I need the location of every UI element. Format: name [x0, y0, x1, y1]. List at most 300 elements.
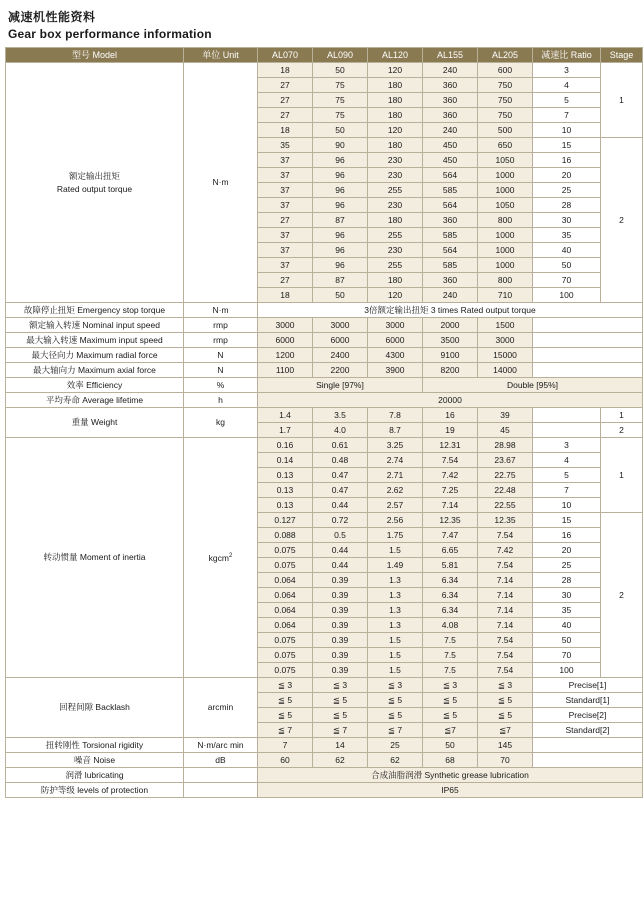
- cell: 27: [258, 108, 313, 123]
- cell: 0.5: [313, 528, 368, 543]
- cell-ratio: 3: [533, 438, 601, 453]
- cell: 7.14: [478, 588, 533, 603]
- cell: 28.98: [478, 438, 533, 453]
- cell: 2.57: [368, 498, 423, 513]
- row-unit-levels-of-protection: [184, 783, 258, 798]
- row-unit-weight: kg: [184, 408, 258, 438]
- cell: 0.13: [258, 483, 313, 498]
- col-al090: AL090: [313, 48, 368, 63]
- cell-backlash-note: Standard[1]: [533, 693, 643, 708]
- cell: 585: [423, 183, 478, 198]
- cell: 87: [313, 273, 368, 288]
- cell: ≦ 5: [478, 708, 533, 723]
- cell-ratio: 20: [533, 543, 601, 558]
- table-row: [6, 348, 643, 363]
- cell: 2200: [313, 363, 368, 378]
- cell: 14: [313, 738, 368, 753]
- row-label-lubricating: 润滑 lubricating: [6, 768, 184, 783]
- cell: 6.34: [423, 588, 478, 603]
- cell-ratio: 100: [533, 663, 601, 678]
- cell-ratio: [533, 408, 601, 423]
- cell: 0.13: [258, 498, 313, 513]
- cell: 564: [423, 168, 478, 183]
- cell: 2400: [313, 348, 368, 363]
- cell: 180: [368, 78, 423, 93]
- cell-ratio: 40: [533, 618, 601, 633]
- cell: 22.55: [478, 498, 533, 513]
- table-row: [6, 378, 643, 393]
- cell-ratio: 10: [533, 498, 601, 513]
- cell: 600: [478, 63, 533, 78]
- cell: 360: [423, 213, 478, 228]
- cell: ≦ 3: [368, 678, 423, 693]
- cell: 0.39: [313, 618, 368, 633]
- cell-ratio: 16: [533, 528, 601, 543]
- cell: 750: [478, 108, 533, 123]
- cell: 60: [258, 753, 313, 768]
- cell: 1100: [258, 363, 313, 378]
- cell: 2.74: [368, 453, 423, 468]
- cell: 9100: [423, 348, 478, 363]
- cell: ≦ 3: [258, 678, 313, 693]
- cell-ratio: 50: [533, 633, 601, 648]
- cell: 96: [313, 153, 368, 168]
- performance-table: [5, 47, 643, 798]
- cell-empty: [533, 348, 643, 363]
- cell: 90: [313, 138, 368, 153]
- cell-ratio: 15: [533, 138, 601, 153]
- cell: 1.4: [258, 408, 313, 423]
- cell: 1000: [478, 258, 533, 273]
- cell: 1.3: [368, 618, 423, 633]
- unit-exponent: 2: [228, 553, 233, 560]
- cell: 3000: [258, 318, 313, 333]
- cell-stage: 2: [601, 513, 643, 678]
- table-row: [6, 408, 643, 423]
- cell: 1.5: [368, 543, 423, 558]
- cell: 1000: [478, 183, 533, 198]
- table-row: [6, 333, 643, 348]
- cell: 37: [258, 168, 313, 183]
- cell: 0.14: [258, 453, 313, 468]
- row-label-maximum-input-speed: 最大输入转速 Maximum input speed: [6, 333, 184, 348]
- cell: 564: [423, 243, 478, 258]
- row-label-levels-of-protection: 防护等级 levels of protection: [6, 783, 184, 798]
- cell-ratio: 40: [533, 243, 601, 258]
- cell: 0.064: [258, 603, 313, 618]
- cell: 7.54: [478, 648, 533, 663]
- cell-stage: 1: [601, 408, 643, 423]
- cell: 0.44: [313, 498, 368, 513]
- cell: ≦ 5: [423, 708, 478, 723]
- cell: 0.44: [313, 558, 368, 573]
- row-label-torsional-rigidity: 扭转刚性 Torsional rigidity: [6, 738, 184, 753]
- row-unit-average-lifetime: h: [184, 393, 258, 408]
- cell: 2.62: [368, 483, 423, 498]
- cell-stage: 2: [601, 138, 643, 303]
- cell: 6.34: [423, 573, 478, 588]
- cell: 87: [313, 213, 368, 228]
- cell: 0.72: [313, 513, 368, 528]
- cell: 70: [478, 753, 533, 768]
- cell: 27: [258, 78, 313, 93]
- cell: 75: [313, 108, 368, 123]
- cell: 0.39: [313, 633, 368, 648]
- cell: 7.42: [423, 468, 478, 483]
- col-ratio: 减速比 Ratio: [533, 48, 601, 63]
- cell: 240: [423, 123, 478, 138]
- cell: 37: [258, 228, 313, 243]
- cell: 7.54: [478, 528, 533, 543]
- label-cn: 额定输出扭矩: [68, 170, 120, 181]
- cell: 96: [313, 243, 368, 258]
- cell-ratio: 30: [533, 213, 601, 228]
- col-al070: AL070: [258, 48, 313, 63]
- col-al120: AL120: [368, 48, 423, 63]
- cell: 7.14: [478, 573, 533, 588]
- cell: 12.35: [478, 513, 533, 528]
- cell: 7.54: [478, 558, 533, 573]
- row-label-nominal-input-speed: 额定输入转速 Nominal input speed: [6, 318, 184, 333]
- cell: 0.127: [258, 513, 313, 528]
- cell: 800: [478, 273, 533, 288]
- cell: 96: [313, 183, 368, 198]
- row-unit-nominal-input-speed: rmp: [184, 318, 258, 333]
- cell: 68: [423, 753, 478, 768]
- cell-efficiency-double: Double [95%]: [423, 378, 643, 393]
- cell: 37: [258, 153, 313, 168]
- cell: ≦ 3: [478, 678, 533, 693]
- cell: 6000: [368, 333, 423, 348]
- cell: 0.39: [313, 663, 368, 678]
- cell: 230: [368, 243, 423, 258]
- row-label-weight: 重量 Weight: [6, 408, 184, 438]
- cell: 240: [423, 63, 478, 78]
- cell: 18: [258, 123, 313, 138]
- cell: 1000: [478, 168, 533, 183]
- cell: ≦ 7: [368, 723, 423, 738]
- row-label-moment-of-inertia: [6, 438, 184, 678]
- col-unit: 单位 Unit: [184, 48, 258, 63]
- cell: 27: [258, 273, 313, 288]
- cell: 45: [478, 423, 533, 438]
- header-row: [6, 48, 643, 63]
- cell: 0.064: [258, 618, 313, 633]
- cell-empty: [533, 333, 643, 348]
- cell: 500: [478, 123, 533, 138]
- table-row: [6, 63, 643, 78]
- cell: 22.48: [478, 483, 533, 498]
- cell-merged: 20000: [258, 393, 643, 408]
- cell: 1.75: [368, 528, 423, 543]
- cell: 7.14: [478, 618, 533, 633]
- cell: 7.25: [423, 483, 478, 498]
- page-title-cn: 减速机性能资料: [8, 10, 96, 24]
- row-label-backlash: 回程间隙 Backlash: [6, 678, 184, 738]
- cell: 5.81: [423, 558, 478, 573]
- cell: ≦7: [423, 723, 478, 738]
- cell-ratio: 25: [533, 183, 601, 198]
- row-label-emergency-stop-torque: 故障停止扭矩 Emergency stop torque: [6, 303, 184, 318]
- cell: 360: [423, 108, 478, 123]
- cell: 1.3: [368, 588, 423, 603]
- cell: 180: [368, 138, 423, 153]
- cell: ≦ 5: [313, 708, 368, 723]
- cell: 7.5: [423, 648, 478, 663]
- cell: 180: [368, 273, 423, 288]
- cell: 3000: [313, 318, 368, 333]
- cell-ratio: 7: [533, 483, 601, 498]
- cell: 39: [478, 408, 533, 423]
- cell: 1.3: [368, 573, 423, 588]
- cell: 0.48: [313, 453, 368, 468]
- cell: 12.31: [423, 438, 478, 453]
- cell: 7.54: [478, 633, 533, 648]
- cell: 12.35: [423, 513, 478, 528]
- row-unit-moment-of-inertia: [184, 438, 258, 678]
- cell: 3900: [368, 363, 423, 378]
- cell: 180: [368, 93, 423, 108]
- row-unit-maximum-radial-force: N: [184, 348, 258, 363]
- cell: 18: [258, 63, 313, 78]
- cell: ≦ 7: [258, 723, 313, 738]
- cell: 0.39: [313, 588, 368, 603]
- table-row: [6, 753, 643, 768]
- cell: 96: [313, 258, 368, 273]
- table-row: [6, 363, 643, 378]
- cell: 6.65: [423, 543, 478, 558]
- row-unit-rated-output-torque: N·m: [184, 63, 258, 303]
- row-unit-torsional-rigidity: N·m/arc min: [184, 738, 258, 753]
- cell: 1000: [478, 228, 533, 243]
- row-label-efficiency: 效率 Efficiency: [6, 378, 184, 393]
- row-unit-emergency-stop-torque: N·m: [184, 303, 258, 318]
- cell: 585: [423, 228, 478, 243]
- cell: 710: [478, 288, 533, 303]
- cell-ratio: 70: [533, 273, 601, 288]
- cell: 1.5: [368, 648, 423, 663]
- cell: 230: [368, 198, 423, 213]
- cell-ratio: 7: [533, 108, 601, 123]
- cell: 37: [258, 243, 313, 258]
- cell: 7.42: [478, 543, 533, 558]
- row-unit-efficiency: %: [184, 378, 258, 393]
- cell-merged: 3倍额定输出扭矩 3 times Rated output torque: [258, 303, 643, 318]
- cell: 7.54: [423, 453, 478, 468]
- cell: 450: [423, 138, 478, 153]
- cell: 15000: [478, 348, 533, 363]
- cell: 0.16: [258, 438, 313, 453]
- cell: 800: [478, 213, 533, 228]
- cell: 230: [368, 168, 423, 183]
- row-unit-lubricating: [184, 768, 258, 783]
- cell: 50: [313, 288, 368, 303]
- cell: 145: [478, 738, 533, 753]
- cell-ratio: 4: [533, 78, 601, 93]
- cell: ≦ 3: [423, 678, 478, 693]
- table-row: [6, 303, 643, 318]
- cell: 22.75: [478, 468, 533, 483]
- cell: 19: [423, 423, 478, 438]
- cell-ratio: 25: [533, 558, 601, 573]
- cell: 7.47: [423, 528, 478, 543]
- cell: 0.064: [258, 573, 313, 588]
- cell: 6000: [313, 333, 368, 348]
- cell-ratio: 28: [533, 573, 601, 588]
- cell: 75: [313, 78, 368, 93]
- cell: 180: [368, 108, 423, 123]
- cell: 96: [313, 198, 368, 213]
- cell-merged: 合成油脂润滑 Synthetic grease lubrication: [258, 768, 643, 783]
- cell: 0.47: [313, 468, 368, 483]
- cell: 3.25: [368, 438, 423, 453]
- row-label-rated-output-torque: [6, 63, 184, 303]
- cell: ≦ 5: [258, 708, 313, 723]
- cell: 0.075: [258, 633, 313, 648]
- cell: 3.5: [313, 408, 368, 423]
- cell: 360: [423, 273, 478, 288]
- cell-empty: [533, 753, 643, 768]
- cell: ≦ 3: [313, 678, 368, 693]
- cell: ≦ 5: [368, 708, 423, 723]
- cell: 2.71: [368, 468, 423, 483]
- cell: 96: [313, 228, 368, 243]
- cell-ratio: 30: [533, 588, 601, 603]
- cell: 0.075: [258, 663, 313, 678]
- table-header: [6, 48, 643, 63]
- cell-ratio: [533, 423, 601, 438]
- cell: 1.49: [368, 558, 423, 573]
- cell-ratio: 5: [533, 93, 601, 108]
- table-row: [6, 438, 643, 453]
- cell: 0.088: [258, 528, 313, 543]
- row-label-average-lifetime: 平均寿命 Average lifetime: [6, 393, 184, 408]
- cell: 1.5: [368, 633, 423, 648]
- cell-empty: [533, 318, 643, 333]
- cell: 750: [478, 78, 533, 93]
- cell: 450: [423, 153, 478, 168]
- row-unit-maximum-input-speed: rmp: [184, 333, 258, 348]
- row-unit-noise: dB: [184, 753, 258, 768]
- table-body: [6, 63, 643, 798]
- cell: 1.3: [368, 603, 423, 618]
- cell-ratio: 28: [533, 198, 601, 213]
- cell: 0.075: [258, 648, 313, 663]
- cell: 16: [423, 408, 478, 423]
- cell: ≦7: [478, 723, 533, 738]
- cell: 62: [368, 753, 423, 768]
- cell-ratio: 100: [533, 288, 601, 303]
- row-unit-backlash: arcmin: [184, 678, 258, 738]
- cell: 3500: [423, 333, 478, 348]
- cell: 3000: [368, 318, 423, 333]
- cell: 255: [368, 258, 423, 273]
- cell: 6000: [258, 333, 313, 348]
- cell: 0.075: [258, 558, 313, 573]
- col-stage: Stage: [601, 48, 643, 63]
- cell: 1.5: [368, 663, 423, 678]
- table-row: [6, 393, 643, 408]
- cell: 1000: [478, 243, 533, 258]
- cell: 3000: [478, 333, 533, 348]
- cell: 75: [313, 93, 368, 108]
- label-en: Moment of inertia: [79, 552, 146, 562]
- cell-ratio: 35: [533, 603, 601, 618]
- cell-empty: [533, 738, 643, 753]
- cell-ratio: 35: [533, 228, 601, 243]
- cell: 0.064: [258, 588, 313, 603]
- cell: 50: [423, 738, 478, 753]
- cell: 230: [368, 153, 423, 168]
- row-label-noise: 噪音 Noise: [6, 753, 184, 768]
- cell: 120: [368, 288, 423, 303]
- cell: 7: [258, 738, 313, 753]
- cell-backlash-note: Precise[1]: [533, 678, 643, 693]
- cell: 1.7: [258, 423, 313, 438]
- cell: ≦ 5: [368, 693, 423, 708]
- cell-efficiency-single: Single [97%]: [258, 378, 423, 393]
- cell: 1200: [258, 348, 313, 363]
- cell-stage: 1: [601, 63, 643, 138]
- cell: 585: [423, 258, 478, 273]
- table-row: [6, 678, 643, 693]
- cell: 750: [478, 93, 533, 108]
- cell: 0.47: [313, 483, 368, 498]
- cell: 1050: [478, 153, 533, 168]
- cell: 120: [368, 123, 423, 138]
- row-unit-maximum-axial-force: N: [184, 363, 258, 378]
- cell: 2000: [423, 318, 478, 333]
- cell: ≦ 5: [258, 693, 313, 708]
- cell-ratio: 5: [533, 468, 601, 483]
- cell: 6.34: [423, 603, 478, 618]
- cell: 37: [258, 258, 313, 273]
- cell-stage: 1: [601, 438, 643, 513]
- cell: 50: [313, 123, 368, 138]
- cell: 564: [423, 198, 478, 213]
- cell: 25: [368, 738, 423, 753]
- cell: 0.39: [313, 603, 368, 618]
- cell: 1500: [478, 318, 533, 333]
- cell: 7.14: [423, 498, 478, 513]
- cell-ratio: 4: [533, 453, 601, 468]
- cell: 0.61: [313, 438, 368, 453]
- cell-ratio: 3: [533, 63, 601, 78]
- cell: 62: [313, 753, 368, 768]
- cell: 37: [258, 183, 313, 198]
- cell: 27: [258, 93, 313, 108]
- cell: 240: [423, 288, 478, 303]
- cell: 7.54: [478, 663, 533, 678]
- cell: 120: [368, 63, 423, 78]
- cell: 1050: [478, 198, 533, 213]
- cell: 0.39: [313, 573, 368, 588]
- cell-ratio: 10: [533, 123, 601, 138]
- cell-empty: [533, 363, 643, 378]
- cell-backlash-note: Precise[2]: [533, 708, 643, 723]
- cell: 35: [258, 138, 313, 153]
- cell-ratio: 70: [533, 648, 601, 663]
- cell: 7.5: [423, 633, 478, 648]
- cell: 360: [423, 93, 478, 108]
- table-row: [6, 318, 643, 333]
- cell: 2.56: [368, 513, 423, 528]
- col-al205: AL205: [478, 48, 533, 63]
- cell: 0.13: [258, 468, 313, 483]
- cell: 7.8: [368, 408, 423, 423]
- cell-ratio: 50: [533, 258, 601, 273]
- cell: ≦ 5: [423, 693, 478, 708]
